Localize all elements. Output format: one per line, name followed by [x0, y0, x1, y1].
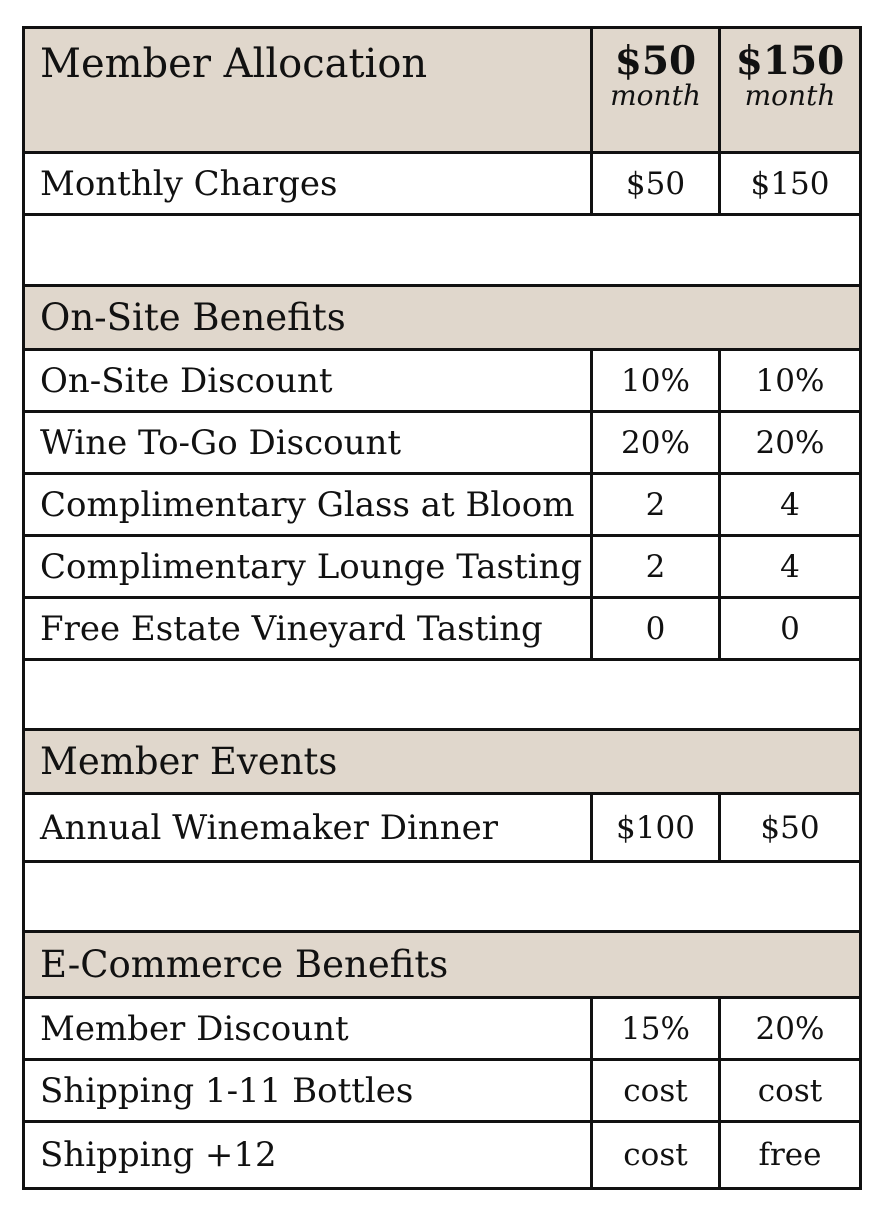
tier-a-value: $100	[590, 795, 718, 860]
table-row	[25, 154, 859, 213]
table-row	[25, 351, 859, 410]
table-row	[25, 1123, 859, 1187]
row-label: Free Estate Vineyard Tasting	[40, 608, 543, 649]
table-row	[25, 795, 859, 860]
row-label: Complimentary Glass at Bloom	[40, 484, 575, 525]
section-header-events	[25, 731, 859, 792]
table-row	[25, 999, 859, 1058]
row-label: Monthly Charges	[40, 163, 338, 204]
section-header-onsite	[25, 287, 859, 348]
row-label: Shipping 1-11 Bottles	[40, 1070, 414, 1111]
tier-a-header	[590, 29, 718, 151]
row-label: Annual Winemaker Dinner	[40, 807, 499, 848]
tier-b-value: 4	[718, 475, 859, 534]
row-label: Shipping +12	[40, 1135, 277, 1175]
tier-a-value: cost	[590, 1123, 718, 1187]
tier-a-value: cost	[590, 1061, 718, 1120]
tier-b-value: free	[718, 1123, 859, 1187]
tier-b-value: $50	[718, 795, 859, 860]
section-header-ecommerce	[25, 933, 859, 996]
section-title: E-Commerce Benefits	[40, 943, 449, 986]
tier-b-header	[718, 29, 859, 151]
section-title: Member Events	[40, 740, 338, 783]
table-row	[25, 599, 859, 658]
table-row	[25, 537, 859, 596]
tier-b-value: 4	[718, 537, 859, 596]
row-label: Complimentary Lounge Tasting	[40, 546, 583, 587]
table-row	[25, 413, 859, 472]
row-label: Wine To-Go Discount	[40, 422, 402, 463]
table-header-row	[25, 29, 859, 151]
table-row	[25, 475, 859, 534]
spacer-row	[25, 863, 859, 930]
row-label: On-Site Discount	[40, 360, 333, 401]
table-row	[25, 1061, 859, 1120]
tier-b-value: 0	[718, 599, 859, 658]
spacer-row	[25, 661, 859, 728]
spacer-row	[25, 216, 859, 284]
tier-b-value: 10%	[718, 351, 859, 410]
tier-b-value: 20%	[718, 413, 859, 472]
tier-a-value: 2	[590, 537, 718, 596]
tier-a-value: 20%	[590, 413, 718, 472]
tier-b-value: $150	[718, 154, 859, 213]
membership-table	[22, 26, 862, 1190]
tier-a-period: month	[610, 79, 701, 112]
tier-a-value: 2	[590, 475, 718, 534]
tier-b-value: cost	[718, 1061, 859, 1120]
tier-b-period: month	[744, 79, 836, 112]
tier-b-value: 20%	[718, 999, 859, 1058]
tier-a-value: 0	[590, 599, 718, 658]
tier-b-price: $150	[735, 38, 845, 84]
tier-a-value: 15%	[590, 999, 718, 1058]
tier-a-price: $50	[614, 38, 697, 84]
section-title: On-Site Benefits	[40, 296, 346, 339]
tier-a-value: 10%	[590, 351, 718, 410]
table-title: Member Allocation	[25, 29, 590, 151]
row-label: Member Discount	[40, 1008, 349, 1049]
tier-a-value: $50	[590, 154, 718, 213]
